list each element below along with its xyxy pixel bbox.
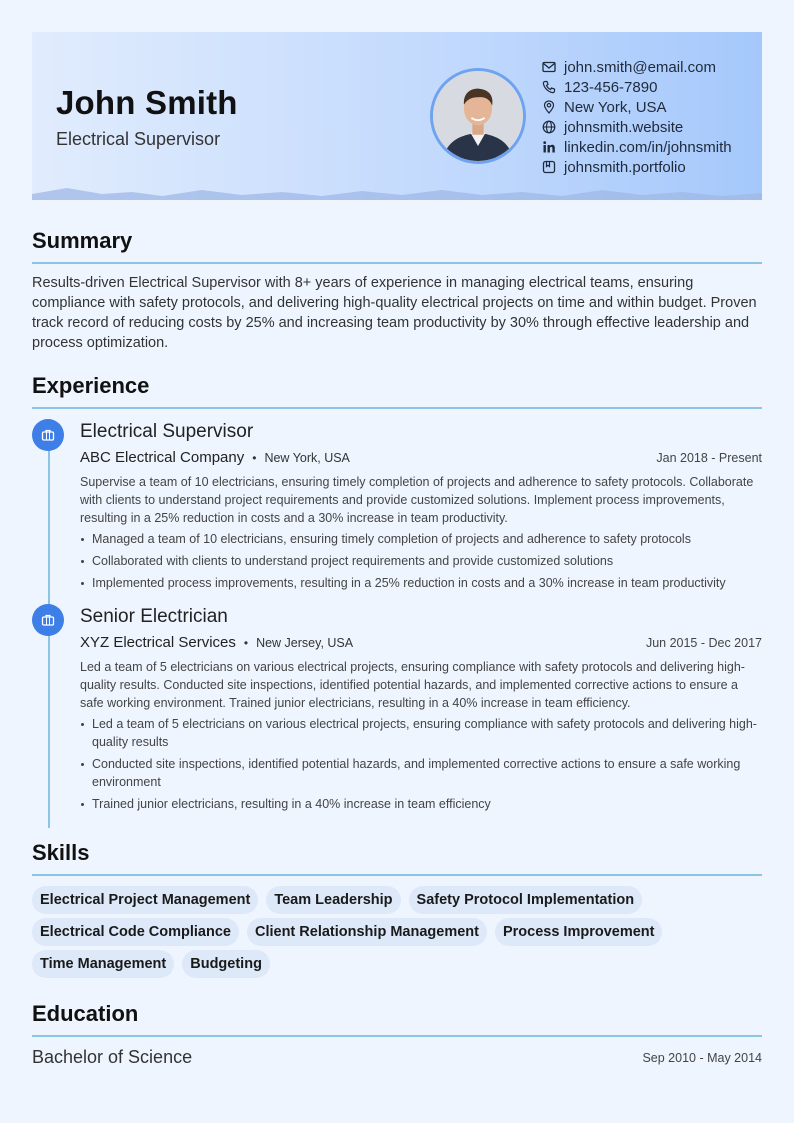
skill-chip: Process Improvement (495, 918, 663, 946)
education-dates: Sep 2010 - May 2014 (642, 1050, 762, 1065)
skills-section (32, 840, 762, 982)
job-bullet: Trained junior electricians, resulting in a 40% increase in team efficiency (80, 795, 762, 813)
skill-chip: Electrical Code Compliance (32, 918, 239, 946)
experience-heading: Experience (32, 373, 762, 409)
contact-email[interactable] (542, 57, 732, 77)
contact-phone[interactable] (542, 77, 732, 97)
skill-chip: Electrical Project Management (32, 886, 258, 914)
job-bullet: Conducted site inspections, identified potential hazards, and implemented corrective actions to ensure a safe working environment (80, 755, 762, 791)
job-description: Led a team of 5 electricians on various electrical projects, ensuring compliance with safety protocols and delivering high-quality results. Conducted site inspections, identified potential hazards, and implemented corrective actions to ensure a safe working environment. Trained junior electricians, resulting in a 40% increase in team efficiency. (80, 660, 745, 710)
job-bullets (80, 530, 762, 592)
candidate-name: John Smith (56, 84, 238, 121)
summary-text: Results-driven Electrical Supervisor with 8+ years of experience in managing electrical teams, ensuring compliance with safety protocols, and delivering high-quality electrical projects on time and within budget. Proven track record of reducing costs by 25% and increasing team productivity by 30% through effective leadership and process optimization. (32, 275, 757, 351)
job-description: Supervise a team of 10 electricians, ensuring timely completion of projects and adherence to safety protocols. Collaborate with clients to understand project requirements and provide customized solutions. Implement process improvements, resulting in a 25% reduction in costs and a 30% increase in team productivity. (80, 475, 754, 525)
header-mountain-decoration (32, 184, 762, 200)
globe-icon (542, 120, 556, 134)
summary-section (32, 228, 762, 353)
contact-website-text: johnsmith.website (564, 118, 684, 136)
skill-chip: Budgeting (182, 950, 270, 978)
job-company: XYZ Electrical Services (80, 634, 236, 651)
separator-dot: • (243, 636, 249, 650)
job-title: Senior Electrician (80, 606, 228, 627)
contact-location (542, 97, 732, 117)
education-degree: Bachelor of Science (32, 1047, 193, 1067)
job-title: Electrical Supervisor (80, 421, 254, 442)
contact-email-text: john.smith@email.com (564, 58, 716, 76)
skill-chip: Team Leadership (266, 886, 400, 914)
education-section (32, 1001, 762, 1068)
contact-linkedin-text: linkedin.com/in/johnsmith (564, 138, 732, 156)
briefcase-icon (32, 419, 64, 451)
contact-location-text: New York, USA (564, 98, 667, 116)
education-entry (32, 1047, 762, 1068)
summary-heading: Summary (32, 228, 762, 264)
skills-list (32, 886, 672, 982)
resume-header (32, 32, 762, 200)
job-meta (80, 630, 762, 656)
job-bullet: Managed a team of 10 electricians, ensuring timely completion of projects and adherence to safety protocols (80, 530, 762, 548)
linkedin-icon (542, 140, 556, 154)
experience-section (32, 373, 762, 817)
briefcase-icon (32, 604, 64, 636)
avatar-illustration (433, 71, 523, 161)
profile-photo (430, 68, 526, 164)
job-entry (32, 604, 762, 813)
job-bullet: Implemented process improvements, resulting in a 25% reduction in costs and a 30% increase in team productivity (80, 574, 762, 592)
skill-chip: Client Relationship Management (247, 918, 487, 946)
job-company: ABC Electrical Company (80, 449, 245, 466)
separator-dot: • (252, 451, 257, 465)
education-heading: Education (32, 1001, 762, 1037)
mail-icon (542, 60, 556, 74)
candidate-role: Electrical Supervisor (56, 129, 221, 149)
job-entry (32, 419, 762, 592)
contact-phone-text: 123-456-7890 (564, 78, 658, 96)
contact-linkedin[interactable] (542, 137, 732, 157)
phone-icon (542, 80, 556, 94)
location-pin-icon (542, 100, 556, 114)
skills-heading: Skills (32, 840, 762, 876)
job-bullets (80, 715, 762, 813)
job-bullet: Led a team of 5 electricians on various electrical projects, ensuring compliance with safety protocols and delivering high-quality results (80, 715, 762, 751)
portfolio-icon (542, 160, 556, 174)
contact-website[interactable] (542, 117, 732, 137)
skill-chip: Time Management (32, 950, 174, 978)
job-location: New York, USA (264, 451, 350, 465)
skill-chip: Safety Protocol Implementation (409, 886, 643, 914)
job-location: New Jersey, USA (256, 636, 354, 650)
job-dates: Jan 2018 - Present (656, 451, 762, 465)
job-bullet: Collaborated with clients to understand project requirements and provide customized solutions (80, 552, 762, 570)
contact-portfolio-text: johnsmith.portfolio (564, 158, 686, 176)
contact-list (542, 57, 732, 177)
contact-portfolio[interactable] (542, 157, 732, 177)
resume-page (32, 32, 762, 1067)
job-dates: Jun 2015 - Dec 2017 (645, 636, 762, 650)
job-meta (80, 445, 762, 471)
